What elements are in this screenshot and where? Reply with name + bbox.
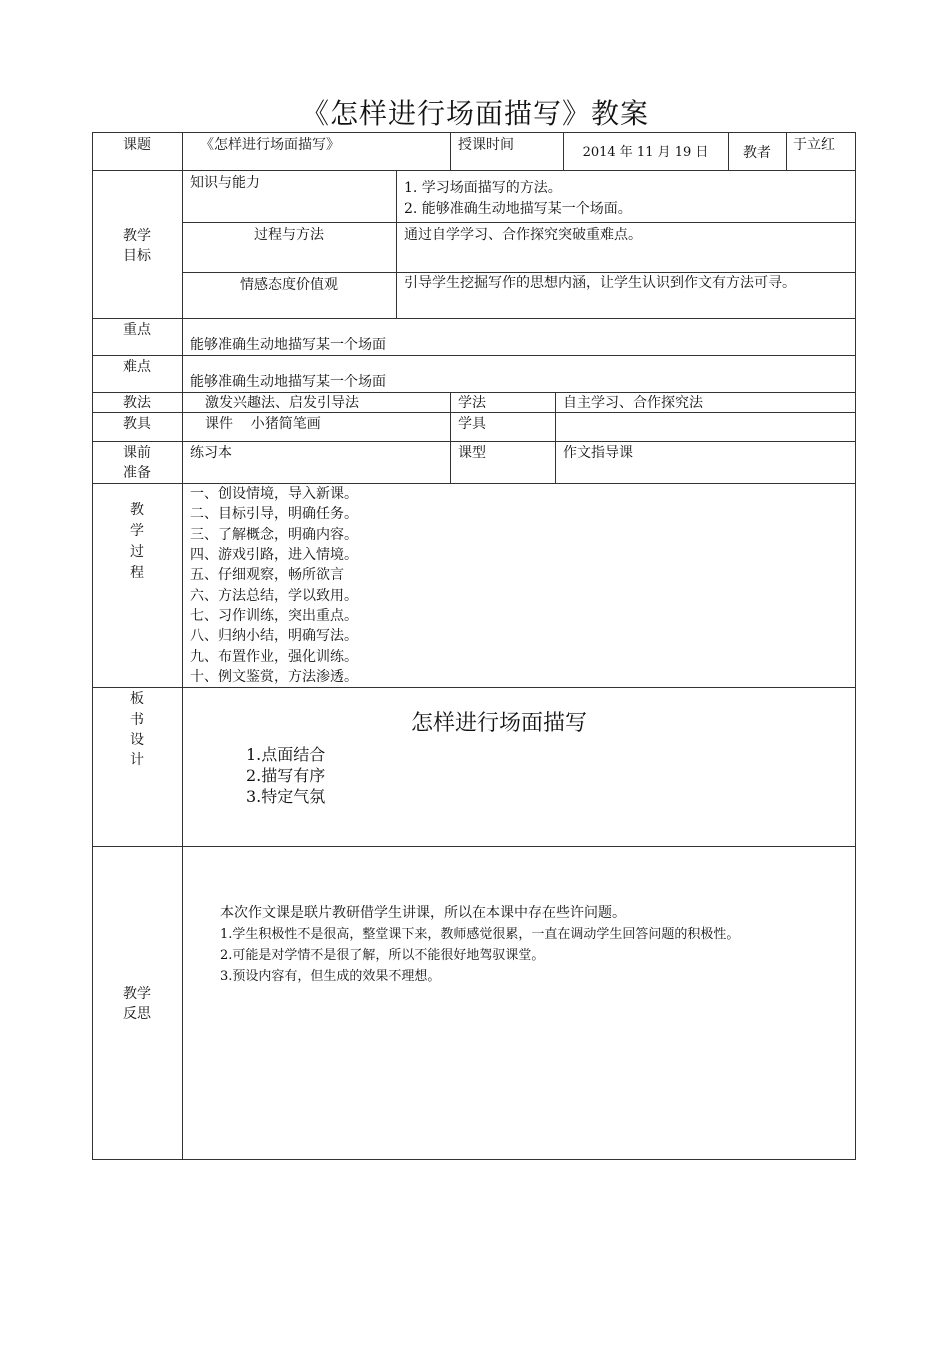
board-section-label: 书 [130, 712, 144, 728]
teacher-value: 于立红 [793, 137, 835, 153]
learn-method-label: 学法 [458, 395, 486, 411]
row-divider [92, 170, 856, 171]
teach-tools-value: 课件 小猪简笔画 [205, 416, 321, 432]
board-item: 2.描写有序 [246, 766, 326, 785]
row-divider [92, 355, 856, 356]
learn-tools-label: 学具 [458, 416, 486, 432]
process-step: 三、了解概念，明确内容。 [190, 527, 358, 543]
teach-method-value: 激发兴趣法、启发引导法 [205, 395, 359, 411]
emotion-value: 引导学生挖掘写作的思想内涵，让学生认识到作文有方法可寻。 [404, 275, 796, 291]
process-step: 九、布置作业，强化训练。 [190, 649, 358, 665]
objectives-label: 目标 [123, 248, 151, 264]
prep-label: 课前 [123, 445, 151, 461]
process-section-label: 程 [130, 565, 144, 581]
process-section-label: 学 [130, 523, 144, 539]
column-divider [450, 392, 451, 483]
reflection-label: 教学 [123, 986, 151, 1002]
process-section-label: 教 [130, 502, 144, 518]
row-divider [182, 222, 856, 223]
row-divider [92, 318, 856, 319]
reflection-item: 3.预设内容有，但生成的效果不理想。 [220, 969, 441, 984]
table-border-right [855, 132, 856, 1160]
objectives-label: 教学 [123, 228, 151, 244]
knowledge-label: 知识与能力 [190, 175, 260, 191]
table-border-bottom [92, 1159, 856, 1160]
knowledge-item: 2. 能够准确生动地描写某一个场面。 [404, 201, 632, 217]
board-item: 1.点面结合 [246, 745, 326, 764]
topic-value: 《怎样进行场面描写》 [200, 137, 340, 153]
topic-label: 课题 [123, 137, 151, 153]
column-divider [786, 132, 787, 170]
reflection-item: 1.学生积极性不是很高，整堂课下来，教师感觉很累，一直在调动学生回答问题的积极性。 [220, 927, 740, 942]
teach-method-label: 教法 [123, 395, 151, 411]
teach-tools-label: 教具 [123, 416, 151, 432]
knowledge-item: 1. 学习场面描写的方法。 [404, 180, 562, 196]
key-point-label: 重点 [123, 322, 151, 338]
process-label: 过程与方法 [254, 227, 324, 243]
time-label: 授课时间 [458, 137, 514, 153]
learn-method-value: 自主学习、合作探究法 [563, 395, 703, 411]
difficulty-value: 能够准确生动地描写某一个场面 [190, 374, 386, 390]
board-item: 3.特定气氛 [246, 787, 326, 806]
board-heading: 怎样进行场面描写 [411, 711, 588, 736]
lesson-type-value: 作文指导课 [563, 445, 633, 461]
board-section-label: 计 [130, 752, 144, 768]
process-step: 六、方法总结，学以致用。 [190, 588, 358, 604]
lesson-type-label: 课型 [458, 445, 486, 461]
difficulty-label: 难点 [123, 359, 151, 375]
process-step: 五、仔细观察，畅所欲言 [190, 567, 344, 583]
process-step: 十、例文鉴赏，方法渗透。 [190, 669, 358, 685]
teacher-label: 教者 [743, 145, 771, 161]
time-value: 2014 年 11 月 19 日 [582, 145, 709, 160]
prep-value: 练习本 [190, 445, 232, 461]
board-section-label: 板 [130, 691, 144, 707]
column-divider [555, 392, 556, 483]
process-step: 七、习作训练，突出重点。 [190, 608, 358, 624]
row-divider [92, 441, 856, 442]
reflection-label: 反思 [123, 1006, 151, 1022]
board-section-label: 设 [130, 732, 144, 748]
row-divider [92, 687, 856, 688]
table-border-top [92, 132, 856, 133]
page-title: 《怎样进行场面描写》教案 [300, 97, 649, 130]
prep-label: 准备 [123, 465, 151, 481]
process-section-label: 过 [130, 544, 144, 560]
process-step: 四、游戏引路，进入情境。 [190, 547, 358, 563]
key-point-value: 能够准确生动地描写某一个场面 [190, 337, 386, 353]
process-step: 二、目标引导，明确任务。 [190, 506, 358, 522]
process-step: 八、归纳小结，明确写法。 [190, 628, 358, 644]
process-value: 通过自学学习、合作探究突破重难点。 [404, 227, 642, 243]
row-divider [92, 846, 856, 847]
emotion-label: 情感态度价值观 [240, 277, 338, 293]
reflection-intro: 本次作文课是联片教研借学生讲课，所以在本课中存在些许问题。 [220, 905, 626, 921]
process-step: 一、创设情境，导入新课。 [190, 486, 358, 502]
column-divider [396, 170, 397, 318]
column-divider [450, 132, 451, 170]
reflection-item: 2.可能是对学情不是很了解，所以不能很好地驾驭课堂。 [220, 948, 545, 963]
